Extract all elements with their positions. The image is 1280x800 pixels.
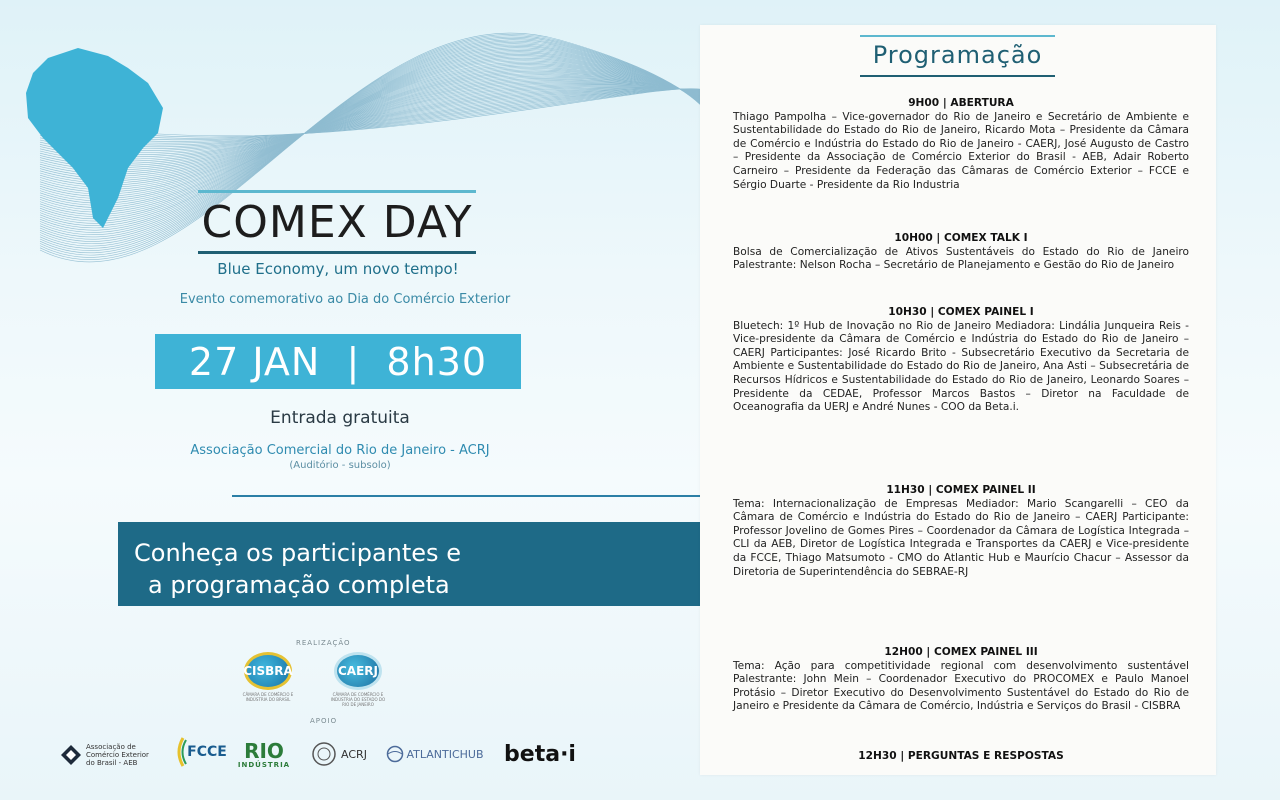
acrj-seal-icon [311,741,337,767]
rio-logo-subtext: INDÚSTRIA [237,761,291,769]
venue-detail: (Auditório - subsolo) [289,460,391,471]
event-date-time: 27 JAN | 8h30 [155,334,521,389]
connector-line [232,495,726,497]
caerj-logo: CAERJ [334,652,382,690]
atlantic-hub-logo-text: ATLANTICHUB [406,747,484,761]
acrj-logo [308,738,370,770]
rio-logo-text: RIO [244,739,284,763]
aeb-logo [60,740,160,770]
session-text: Tema: Ação para competitividade regional com desenvolvimento sustentável Palestrante: John Mein – Coordenador Executivo do PROCOMEX e Paulo Manoel Protásio – Diretor Executivo do Desenvolvimento Sustentável do Estado do Rio de Janeiro e Presidente da Câmara de Comércio, Indústria e Serviços do Brasil - CISBRA [733,659,1189,713]
session-heading: 9H00 | ABERTURA [908,97,1014,109]
program-panel [700,25,1216,775]
program-title-block [860,35,1055,77]
program-title: Programação [872,41,1043,69]
event-tagline: Evento comemorativo ao Dia do Comércio Exterior [179,292,511,307]
caerj-caption: CÂMARA DE COMÉRCIO E INDÚSTRIA DO ESTADO DO RIO DE JANEIRO [330,692,386,707]
event-title-block [198,190,476,254]
program-session-talk-1 [733,232,1189,273]
program-session-qa [733,750,1189,764]
session-text: Thiago Pampolha – Vice-governador do Rio de Janeiro e Secretário de Ambiente e Sustentabilidade do Estado do Rio de Janeiro, Ricardo Mota – Presidente da Câmara de Comércio e Indústria do Estado do Rio de Janeiro - CAERJ, José Augusto de Castro – Presidente da Associação de Comércio Exterior do Brasil - AEB, Adair Roberto Carneiro – Presidente da Federação das Câmaras de Comércio Exterior – FCCE e Sérgio Duarte - Presidente da Rio Industria [733,110,1189,191]
program-session-panel-2 [733,484,1189,579]
event-subtitle: Blue Economy, um novo tempo! [217,260,459,278]
session-heading: 10H00 | COMEX TALK I [894,232,1028,244]
session-heading: 12H00 | COMEX PAINEL III [884,646,1038,658]
atlantic-globe-icon [386,745,404,763]
beta-i-logo [500,738,580,770]
session-heading: 10H30 | COMEX PAINEL I [888,306,1034,318]
atlantic-hub-logo [385,740,485,768]
cta-line-2: a programação completa [148,571,450,599]
program-title-bottom-rule [860,75,1055,77]
cta-line-1: Conheça os participantes e [134,539,461,567]
program-session-opening [733,97,1189,192]
see-participants-button[interactable] [118,522,700,606]
program-session-panel-3 [733,646,1189,714]
admission-text: Entrada gratuita [270,408,410,428]
fcce-logo [170,734,230,770]
title-bottom-rule [198,251,476,254]
event-title: COMEX DAY [201,197,473,248]
session-heading: 12H30 | PERGUNTAS E RESPOSTAS [858,750,1064,762]
session-text: Bolsa de Comercialização de Ativos Sustentáveis do Estado do Rio de Janeiro Palestrante: Nelson Rocha – Secretário de Planejamento e Gestão do Rio de Janeiro [733,245,1189,272]
cisbra-caption: CÂMARA DE COMÉRCIO E INDÚSTRIA DO BRASIL [242,692,294,702]
program-session-panel-1 [733,306,1189,415]
fcce-emblem-icon [173,736,187,768]
acrj-logo-text: ACRJ [341,747,367,761]
fcce-logo-text: FCCE [187,744,227,760]
rio-industria-logo [237,738,291,772]
session-text: Tema: Internacionalização de Empresas Mediador: Mario Scangarelli – CEO da Câmara de Comércio e Indústria do Estado do Rio de Janeiro – CAERJ Participante: Professor Jovelino de Gomes Pires – Coordenador da Câmara de Logística Integrada – CLI da AEB, Diretor de Logística Integrada e Transportes da CAERJ e Vice-presidente da FCCE, Thiago Matsumoto - CMO do Atlantic Hub e Maurício Chacur – Assessor da Diretoria de Superintendência do SEBRAE-RJ [733,497,1189,578]
session-heading: 11H30 | COMEX PAINEL II [886,484,1036,496]
venue-name: Associação Comercial do Rio de Janeiro - ACRJ [190,443,490,458]
session-text: Bluetech: 1º Hub de Inovação no Rio de Janeiro Mediadora: Lindália Junqueira Reis - Vice-presidente da Câmara de Comércio e Indústria do Estado do Rio de Janeiro – CAERJ Participantes: José Ricardo Brito - Subsecretário Executivo da Secretaria de Ambiente e Sustentabilidade do Estado do Rio de Janeiro, Ana Asti – Subsecretária de Recursos Hídricos e Sustentabilidade do Estado do Rio de Janeiro, Leonardo Soares – Presidente da CEDAE, Professor Marcos Bastos – Diretor na Faculdade de Oceanografia da UERJ e André Nunes - COO da Beta.i. [733,319,1189,414]
beta-i-logo-text: beta·i [504,741,576,767]
support-label: APOIO [310,717,338,725]
aeb-emblem-icon [60,744,82,766]
aeb-logo-text: Associação de Comércio Exterior do Brasil - AEB [86,743,149,767]
organizers-label: REALIZAÇÃO [296,639,351,647]
cisbra-logo: CISBRA [244,652,292,690]
